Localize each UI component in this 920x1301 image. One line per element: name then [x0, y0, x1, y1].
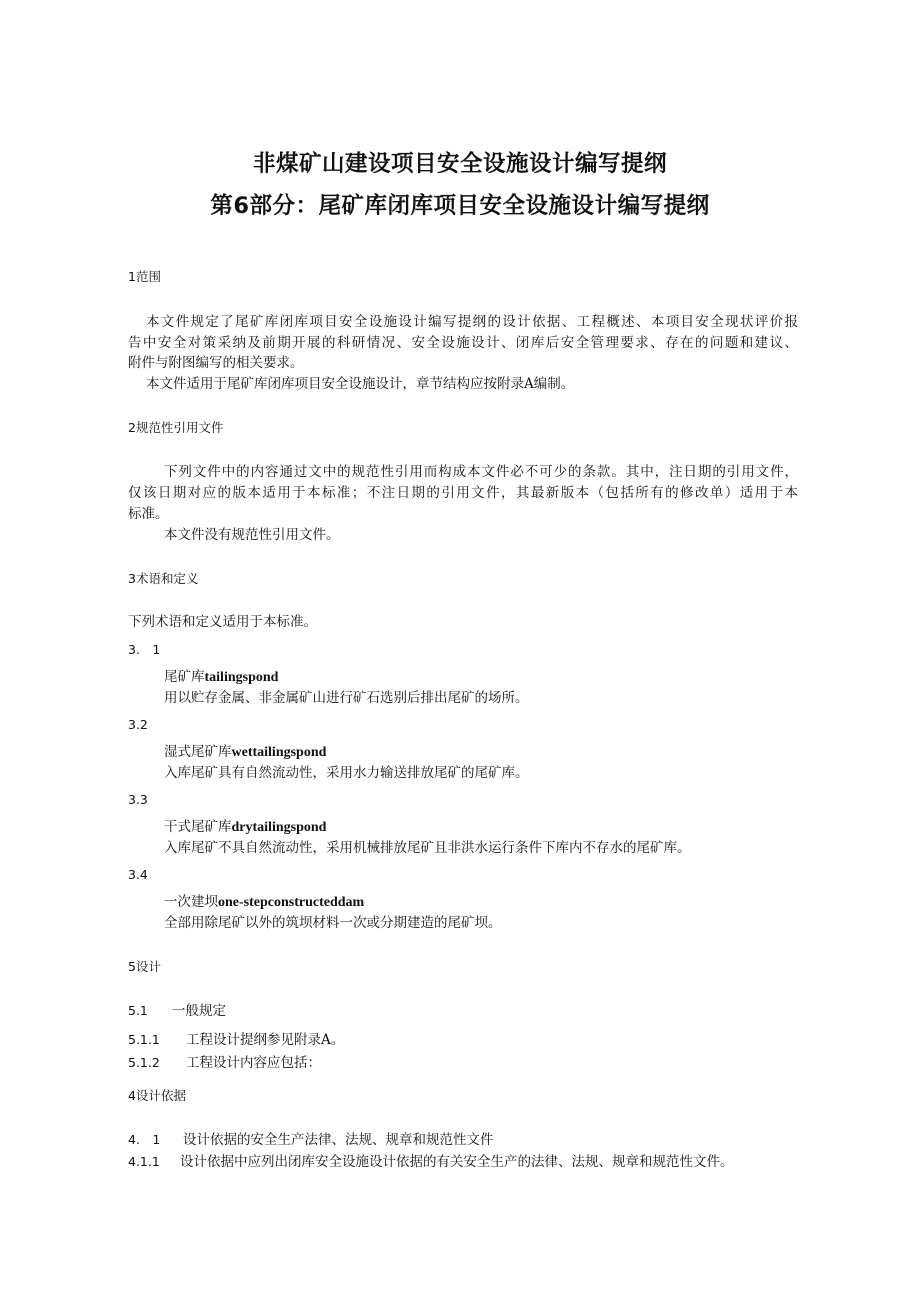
term-title: [164, 892, 364, 913]
clause-text: 设计依据中应列出闭库安全设施设计依据的有关安全生产的法律、法规、规章和规范性文件。: [180, 1154, 734, 1170]
clause-number: 4. 1: [128, 1132, 161, 1147]
section-heading-design: 5设计: [128, 959, 161, 974]
normative-paragraph-line: 下列文件中的内容通过文中的规范性引用而构成本文件必不可少的条款。其中，注日期的引用文件，: [164, 464, 798, 480]
term-number: 3. 1: [128, 642, 161, 657]
term-number: 3.3: [128, 792, 148, 807]
clause-text: 工程设计内容应包括：: [186, 1055, 321, 1071]
term-number: 3.2: [128, 717, 148, 732]
term-cn: 干式尾矿库: [164, 819, 232, 835]
section-heading-terms: 3术语和定义: [128, 571, 199, 586]
document-title: 非煤矿山建设项目安全设施设计编写提纲: [252, 151, 667, 177]
term-en: tailingspond: [204, 670, 279, 685]
term-cn: 尾矿库: [164, 669, 205, 685]
design-clause: [128, 1030, 344, 1050]
term-definition: 全部用除尾矿以外的筑坝材料一次或分期建造的尾矿坝。: [164, 915, 502, 931]
clause-text: 工程设计提纲参见附录A。: [186, 1032, 345, 1048]
clause-text: 一般规定: [172, 1003, 226, 1019]
term-en: drytailingspond: [231, 820, 327, 835]
term-definition: 用以贮存金属、非金属矿山进行矿石选别后排出尾矿的场所。: [164, 690, 529, 706]
term-title: [164, 817, 326, 838]
normative-paragraph-line: 标准。: [128, 506, 169, 522]
clause-text: 设计依据的安全生产法律、法规、规章和规范性文件: [183, 1132, 494, 1148]
term-title: [164, 667, 278, 688]
term-en: one-stepconstructeddam: [218, 895, 365, 910]
scope-paragraph: 本文件适用于尾矿库闭库项目安全设施设计，章节结构应按附录A编制。: [146, 376, 575, 392]
section-heading-normative: 2规范性引用文件: [128, 420, 224, 435]
terms-intro: 下列术语和定义适用于本标准。: [128, 614, 317, 630]
normative-paragraph: 本文件没有规范性引用文件。: [164, 527, 340, 543]
clause-number: 5.1.1: [128, 1032, 160, 1047]
term-definition: 入库尾矿具有自然流动性，采用水力输送排放尾矿的尾矿库。: [164, 765, 529, 781]
design-clause: [128, 1001, 226, 1021]
basis-clause: [128, 1152, 734, 1172]
clause-number: 4.1.1: [128, 1154, 160, 1169]
term-cn: 湿式尾矿库: [164, 744, 232, 760]
scope-paragraph-line: 附件与附图编写的相关要求。: [128, 355, 304, 371]
design-clause: [128, 1053, 321, 1073]
section-heading-basis: 4设计依据: [128, 1088, 186, 1103]
term-cn: 一次建坝: [164, 894, 218, 910]
section-heading-scope: 1范围: [128, 269, 161, 284]
normative-paragraph-line: 仅该日期对应的版本适用于本标准；不注日期的引用文件，其最新版本（包括所有的修改单）适用于本: [128, 485, 798, 501]
basis-clause: [128, 1130, 494, 1150]
scope-paragraph-line: 告中安全对策采纳及前期开展的科研情况、安全设施设计、闭库后安全管理要求、存在的问题和建议、: [128, 335, 798, 351]
term-definition: 入库尾矿不具自然流动性，采用机械排放尾矿且非洪水运行条件下库内不存水的尾矿库。: [164, 840, 691, 856]
clause-number: 5.1: [128, 1003, 148, 1018]
clause-number: 5.1.2: [128, 1055, 160, 1070]
document-subtitle: 第6部分：尾矿库闭库项目安全设施设计编写提纲: [210, 193, 710, 219]
scope-paragraph-line: 本文件规定了尾矿库闭库项目安全设施设计编写提纲的设计依据、工程概述、本项目安全现状评价报: [146, 314, 798, 330]
term-title: [164, 742, 326, 763]
term-number: 3.4: [128, 867, 148, 882]
term-en: wettailingspond: [231, 745, 327, 760]
